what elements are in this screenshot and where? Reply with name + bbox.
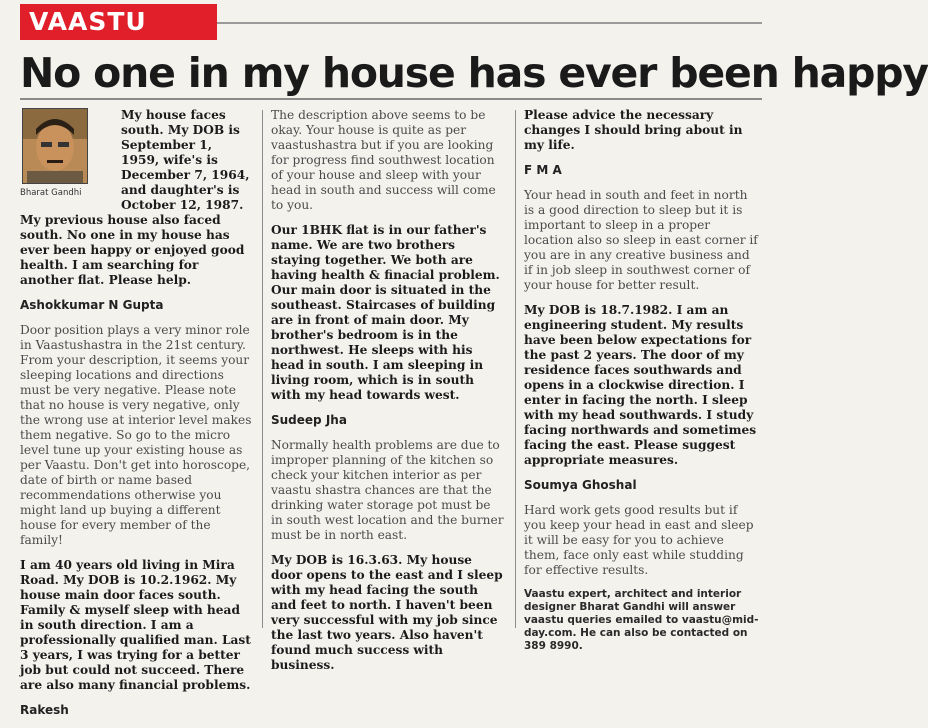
- section-tag: VAASTU: [20, 4, 217, 40]
- column-divider: [515, 110, 516, 628]
- photo-caption: Bharat Gandhi: [20, 188, 82, 198]
- column-1: [20, 108, 252, 728]
- headline-rule: [20, 98, 762, 100]
- contact-footer: Vaastu expert, architect and interior designer Bharat Gandhi will answer vaastu queries emailed to vaastu@mid-day.com. He can also be contacted on 389 8990.: [524, 588, 759, 652]
- question-text: My DOB is 18.7.1982. I am an engineering student. My results have been below expectations for the past 2 years. The door of my residence faces southwards and opens in a clockwise direction. I enter in facing the north. I sleep with my head southwards. I study facing northwards and sometimes facing the east. Please suggest appropriate measures.: [524, 303, 757, 467]
- answer-text: Your head in south and feet in north is a good direction to sleep but it is important to sleep in a proper location also so sleep in east corner if you are in any creative business and if in job sleep in southwest corner of your house for better result.: [524, 188, 758, 292]
- question-text: Our 1BHK flat is in our father's name. We are two brothers staying together. We both are having health & finacial problem. Our main door is situated in the southeast. Staircases of building are in front of main door. My brother's bedroom is in the northwest. He sleeps with his head in south. I am sleeping in living room, which is in south with my head towards west.: [271, 223, 500, 402]
- answer-text: Normally health problems are due to improper planning of the kitchen so check your kitchen interior as per vaastu shastra chances are that the drinking water storage pot must be in south west location and the burner must be in north east.: [271, 438, 504, 542]
- reader-name: Sudeep Jha: [271, 413, 347, 427]
- question-text: My house faces south. My DOB is September 1, 1959, wife's is December 7, 1964, and daughter's is October 12, 1987. My previous house also faced south. No one in my house has ever been happy or enjoyed good health. I am searching for another flat. Please help.: [20, 108, 250, 287]
- reader-name: Rakesh: [20, 703, 69, 717]
- question-text: I am 40 years old living in Mira Road. My DOB is 10.2.1962. My house main door faces south. Family & myself sleep with head in south direction. I am a professionally qualified man. Last 3 years, I was trying for a better job but could not succeed. There are also many financial problems.: [20, 558, 251, 692]
- column-2: [271, 108, 505, 683]
- column-divider: [262, 110, 263, 628]
- answer-text: Door position plays a very minor role in Vaastushastra in the 21st century. From your description, it seems your sleeping locations and directions must be very negative. Please note that no house is very negative, only the wrong use at interior level makes them negative. So go to the micro level tune up your existing house as per Vaastu. Don't get into horoscope, date of birth or name based recommendations otherwise you might land up buying a different house for every member of the family!: [20, 323, 252, 547]
- question-text: My DOB is 16.3.63. My house door opens to the east and I sleep with my head facing the south and feet to north. I haven't been very successful with my job since the last two years. Also haven't found much success with business.: [271, 553, 503, 672]
- author-photo-block: [20, 108, 115, 211]
- answer-text: The description above seems to be okay. Your house is quite as per vaastushastra but if you are looking for progress find southwest location of your house and sleep with your head in south and success will come to you.: [271, 108, 496, 212]
- author-photo: [22, 108, 88, 184]
- reader-name: Ashokkumar N Gupta: [20, 298, 164, 312]
- reader-name: Soumya Ghoshal: [524, 478, 637, 492]
- reader-name: F M A: [524, 163, 562, 177]
- question-text: Please advice the necessary changes I should bring about in my life.: [524, 108, 743, 152]
- top-rule: [217, 22, 762, 24]
- headline: No one in my house has ever been happy: [20, 49, 928, 97]
- column-3: [524, 108, 760, 663]
- answer-text: Hard work gets good results but if you keep your head in east and sleep it will be easy for you to achieve them, face only east while studding for effective results.: [524, 503, 754, 577]
